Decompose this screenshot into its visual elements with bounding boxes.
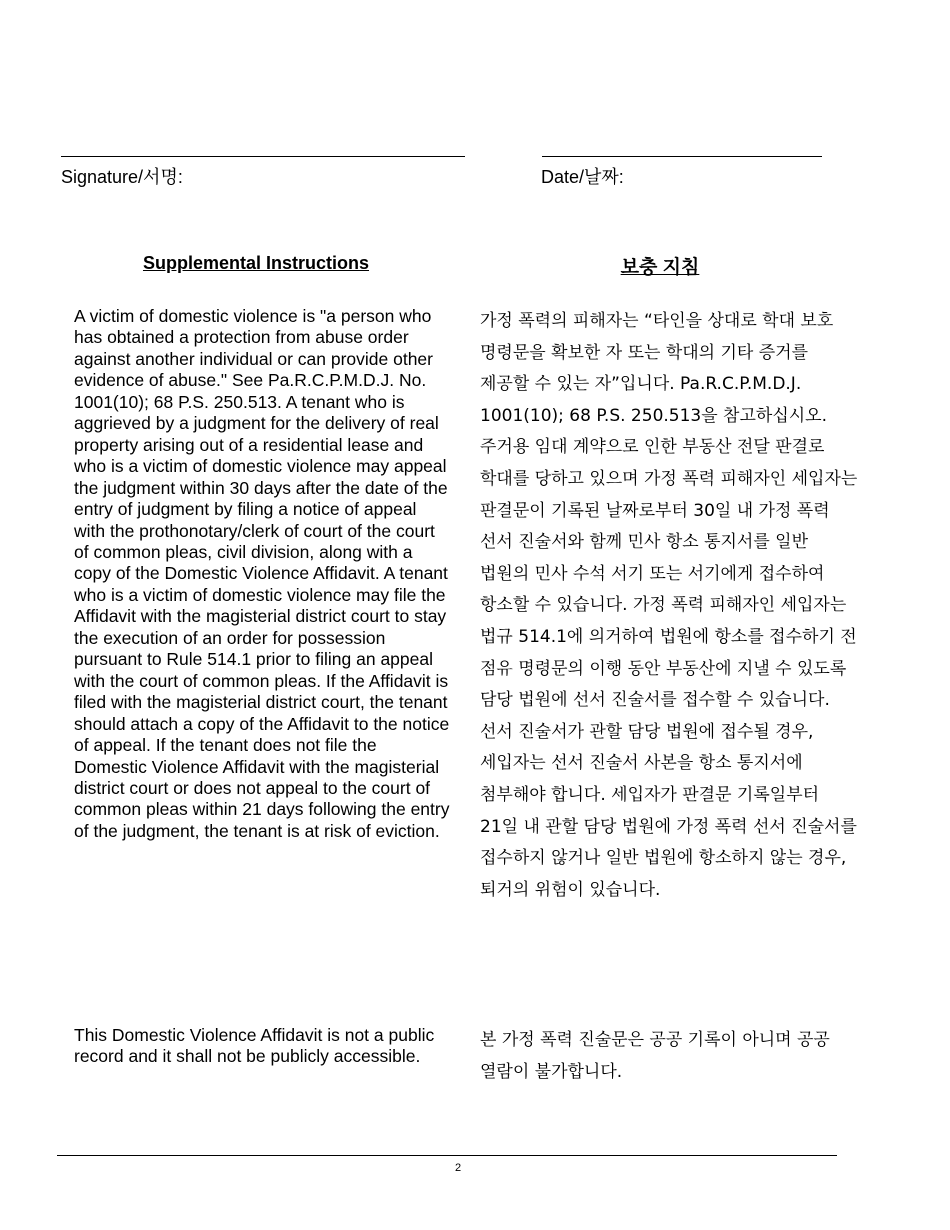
instructions-paragraph-ko: 가정 폭력의 피해자는 “타인을 상대로 학대 보호 명령문을 확보한 자 또는 학대의 기타 증거를 제공할 수 있는 자”입니다. Pa.R.C.P.M.D.J. 1001(10); 68 P.S. 250.513을 참고하십시오. 주거용 임대 계약으로 인한 부동산 전달 판결로 학대를 당하고 있으며 가정 폭력 피해자인 세입자는 판결문이 기록된 날짜로부터 30일 내 가정 폭력 선서 진술서와 함께 민사 항소 통지서를 일반 법원의 민사 수석 서기 또는 서기에게 접수하여 항소할 수 있습니다. 가정 폭력 피해자인 세입자는 법규 514.1에 의거하여 법원에 항소를 접수하기 전 점유 명령문의 이행 동안 부동산에 지낼 수 있도록 담당 법원에 선서 진술서를 접수할 수 있습니다. 선서 진술서가 관할 담당 법원에 접수될 경우, 세입자는 선서 진술서 사본을 항소 통지서에 첨부해야 합니다. 세입자가 판결문 기록일부터 21일 내 관할 담당 법원에 가정 폭력 선서 진술서를 접수하지 않거나 일반 법원에 항소하지 않는 경우, 퇴거의 위험이 있습니다. bbox=[480, 311, 858, 900]
public-record-notice-en: This Domestic Violence Affidavit is not a public record and it shall not be publicly accessible. bbox=[74, 1025, 435, 1067]
signature-line bbox=[61, 156, 465, 157]
footer-divider bbox=[57, 1155, 837, 1156]
public-record-notice-ko: 본 가정 폭력 진술문은 공공 기록이 아니며 공공 열람이 불가합니다. bbox=[480, 1030, 830, 1082]
date-line bbox=[542, 156, 822, 157]
date-label: Date/날짜: bbox=[541, 167, 624, 187]
instructions-paragraph-en: A victim of domestic violence is "a person who has obtained a protection from abuse order against another individual or can provide other evidence of abuse." See Pa.R.C.P.M.D.J. No. 1001(10); 68 P.S. 250.513. A tenant who is aggrieved by a judgment for the delivery of real property arising out of a residential lease and who is a victim of domestic violence may appeal the judgment within 30 days after the date of the entry of judgment by filing a notice of appeal with the prothonotary/clerk of court of the court of common pleas, civil division, along with a copy of the Domestic Violence Affidavit. A tenant who is a victim of domestic violence may file the Affidavit with the magisterial district court to stay the execution of an order for possession pursuant to Rule 514.1 prior to filing an appeal with the court of common pleas. If the Affidavit is filed with the magisterial district court, the tenant should attach a copy of the Affidavit to the notice of appeal. If the tenant does not file the Domestic Violence Affidavit with the magisterial district court or does not appeal to the court of common pleas within 21 days following the entry of the judgment, the tenant is at risk of eviction. bbox=[74, 306, 450, 841]
signature-label: Signature/서명: bbox=[61, 167, 183, 187]
heading-supplemental-instructions-en: Supplemental Instructions bbox=[142, 253, 370, 273]
heading-supplemental-instructions-ko: 보충 지침 bbox=[620, 257, 700, 278]
page-number: 2 bbox=[454, 1162, 462, 1174]
